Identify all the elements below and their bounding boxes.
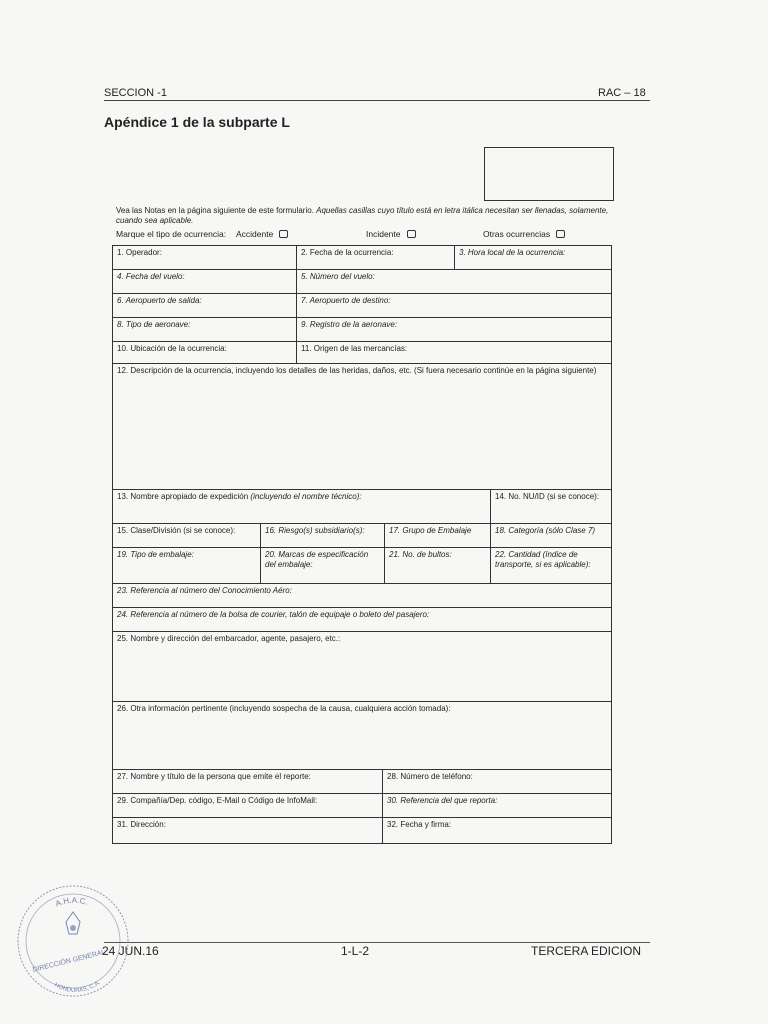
field-reporter-ref[interactable]: 30. Referencia del que reporta: [383, 794, 611, 818]
field-other-info[interactable]: 26. Otra información pertinente (incluyendo sospecha de la causa, cualquiera acción tomada): [113, 702, 611, 770]
incident-checkbox[interactable] [407, 230, 416, 238]
field-subsidiary-risk[interactable]: 16. Riesgo(s) subsidiario(s): [261, 524, 385, 548]
field-class-division[interactable]: 15. Clase/División (si se conoce): [113, 524, 261, 548]
field-un-id-number[interactable]: 14. No. NU/ID (si se conoce): [491, 490, 611, 524]
field-aircraft-type[interactable]: 8. Tipo de aeronave: [113, 318, 297, 342]
intro-notes: Vea las Notas en la página siguiente de este formulario. [116, 206, 317, 215]
field-packing-group[interactable]: 17. Grupo de Embalaje [385, 524, 491, 548]
field-address[interactable]: 31. Dirección: [113, 818, 383, 843]
accident-label: Accidente [236, 229, 274, 239]
occurrence-other-option[interactable] [483, 229, 565, 239]
section-label: SECCION -1 [104, 87, 167, 99]
field-date-signature[interactable]: 32. Fecha y firma: [387, 820, 452, 829]
field-courier-baggage-ref[interactable]: 24. Referencia al número de la bolsa de courier, talón de equipaje o boleto del pasajero: [113, 608, 611, 632]
field-reporter-name[interactable]: 27. Nombre y título de la persona que emite el reporte: [113, 770, 383, 794]
footer-rule [104, 942, 650, 943]
field-phone[interactable]: 28. Número de teléfono: [383, 770, 611, 794]
shipping-name-note: (incluyendo el nombre técnico): [250, 492, 362, 501]
page-title: Apéndice 1 de la subparte L [104, 114, 290, 130]
footer-page-number: 1-L-2 [341, 944, 370, 958]
shipping-name-label: 13. Nombre apropiado de expedición [117, 492, 251, 501]
field-occurrence-date[interactable]: 2. Fecha de la ocurrencia: [297, 246, 455, 270]
occurrence-report-form [112, 245, 612, 844]
field-quantity[interactable]: 22. Cantidad (índice de transporte, si es aplicable): [491, 548, 611, 584]
intro-text [116, 206, 612, 226]
seal-top-text: A.H.A.C. [54, 895, 90, 909]
field-package-count[interactable]: 21. No. de bultos: [385, 548, 491, 584]
incident-label: Incidente [366, 229, 401, 239]
field-shipper-details[interactable]: 25. Nombre y dirección del embarcador, agente, pasajero, etc.: [113, 632, 611, 702]
field-aircraft-registration[interactable]: 9. Registro de la aeronave: [297, 318, 611, 342]
field-local-time[interactable]: 3. Hora local de la ocurrencia: [455, 246, 611, 270]
field-goods-origin[interactable]: 11. Origen de las mercancías: [297, 342, 611, 364]
field-company-contact[interactable]: 29. Compañía/Dep. código, E-Mail o Código de InfoMail: [113, 794, 383, 818]
seal-bottom-text: HONDURAS, C.A. [53, 979, 102, 994]
field-occurrence-description[interactable]: 12. Descripción de la ocurrencia, incluyendo los detalles de las heridas, daños, etc. (Si fuera necesario continúe en la página siguiente) [113, 364, 611, 490]
intro-italic-note: Aquellas casillas cuyo título está en letra itálica necesitan ser llenadas, solamente, cuando sea aplicable. [116, 206, 609, 225]
official-seal-stamp [14, 882, 132, 1000]
footer-edition: TERCERA EDICION [531, 944, 642, 958]
header-rule [104, 100, 650, 101]
field-flight-date[interactable]: 4. Fecha del vuelo: [113, 270, 297, 294]
regulation-code: RAC – 18 [598, 87, 646, 99]
field-destination-airport[interactable]: 7. Aeropuerto de destino: [297, 294, 611, 318]
other-label: Otras ocurrencias [483, 229, 551, 239]
footer-date: 24 JUN.16 [102, 944, 159, 958]
field-category[interactable]: 18. Categoría (sólo Clase 7) [491, 524, 611, 548]
field-occurrence-location[interactable]: 10. Ubicación de la ocurrencia: [113, 342, 297, 364]
field-departure-airport[interactable]: 6. Aeropuerto de salida: [113, 294, 297, 318]
field-flight-number[interactable]: 5. Número del vuelo: [297, 270, 611, 294]
occurrence-accident-option[interactable] [236, 229, 288, 239]
field-operator[interactable]: 1. Operador: [113, 246, 297, 270]
other-checkbox[interactable] [556, 230, 565, 238]
field-packaging-type[interactable]: 19. Tipo de embalaje: [113, 548, 261, 584]
reference-box [484, 147, 614, 201]
occurrence-incident-option[interactable] [366, 229, 416, 239]
field-airway-bill-ref[interactable]: 23. Referencia al número del Conocimiento Aéro: [113, 584, 611, 608]
occurrence-type-label: Marque el tipo de ocurrencia: [116, 229, 227, 239]
field-shipping-name[interactable] [113, 490, 491, 524]
accident-checkbox[interactable] [279, 230, 288, 238]
field-packaging-marks[interactable]: 20. Marcas de especificación del embalaje: [261, 548, 385, 584]
seal-middle-text: DIRECCIÓN GENERAL [32, 948, 107, 974]
